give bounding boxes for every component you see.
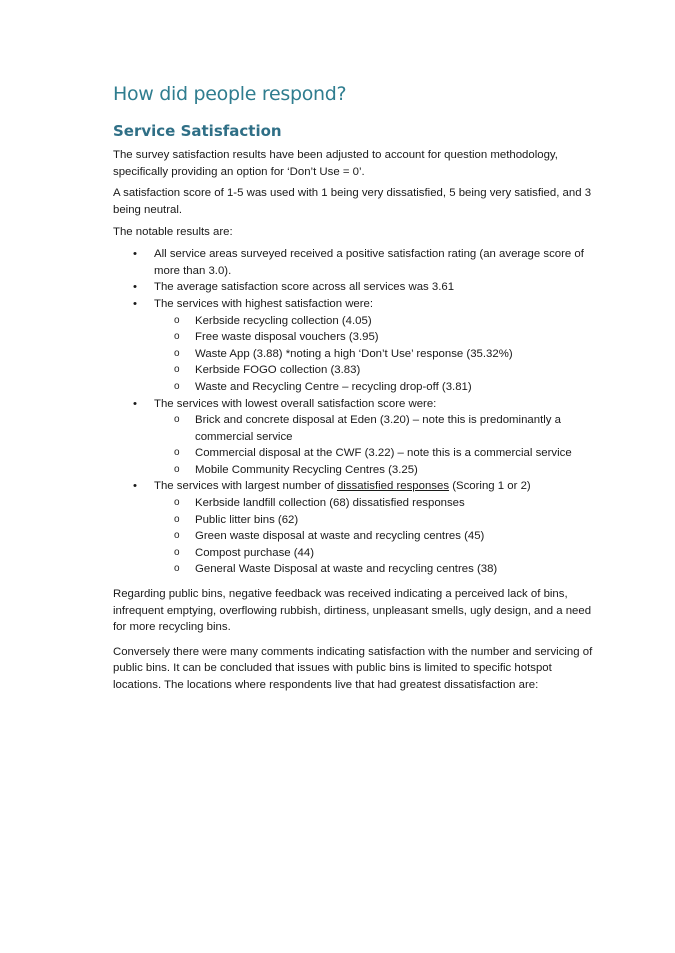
sub-bullet-icon: o	[174, 314, 180, 326]
sub-list-item	[113, 379, 593, 396]
sub-list-item	[113, 528, 593, 545]
bullet-icon: •	[133, 480, 137, 493]
sub-list-item	[113, 346, 593, 363]
sub-list-item-text: Green waste disposal at waste and recycling centres (45)	[195, 530, 485, 543]
bullet-icon: •	[133, 297, 137, 310]
closing-paragraph: Regarding public bins, negative feedback was received indicating a perceived lack of bins, infrequent emptying, overflowing rubbish, dirtiness, unpleasant smells, ugly design, and a need for more recycling bins.	[113, 588, 592, 634]
list-item-text: The services with highest satisfaction were:	[154, 297, 374, 310]
sub-bullet-icon: o	[174, 513, 180, 525]
sub-bullet-icon: o	[174, 463, 180, 475]
sub-bullet-icon: o	[174, 347, 180, 359]
sub-list-item-text: Free waste disposal vouchers (3.95)	[195, 331, 379, 344]
sub-bullet-icon: o	[174, 497, 180, 509]
sub-list-item-text: Brick and concrete disposal at Eden (3.20) – note this is predominantly a commercial service	[195, 414, 561, 443]
sub-list-item	[113, 462, 593, 479]
sub-bullet-icon: o	[174, 331, 180, 343]
sub-list-item	[113, 495, 593, 512]
results-list	[113, 246, 593, 578]
list-item	[113, 396, 593, 413]
sub-bullet-icon: o	[174, 563, 180, 575]
sub-list-item-text: Kerbside recycling collection (4.05)	[195, 314, 372, 327]
list-item-text: The services with lowest overall satisfaction score were:	[154, 397, 437, 410]
underlined-phrase: dissatisfied responses	[336, 480, 450, 493]
sub-list-item	[113, 362, 593, 379]
sub-list-item-text: Waste App (3.88) *noting a high ‘Don’t Use’ response (35.32%)	[195, 347, 513, 360]
sub-bullet-icon: o	[174, 364, 180, 376]
sub-list-item-text: General Waste Disposal at waste and recycling centres (38)	[195, 563, 498, 576]
sub-list-item-text: Public litter bins (62)	[195, 513, 299, 526]
sub-bullet-icon: o	[174, 546, 180, 558]
list-item-text-before: The services with largest number of	[154, 480, 337, 493]
intro-paragraph: The survey satisfaction results have been adjusted to account for question methodology, specifically providing an option for ‘Don’t Use = 0’.	[113, 149, 558, 178]
sub-list-item-text: Waste and Recycling Centre – recycling drop-off (3.81)	[195, 380, 472, 393]
sub-list-item	[113, 445, 593, 462]
bullet-icon: •	[133, 281, 137, 294]
sub-list-item	[113, 313, 593, 330]
intro-paragraph: A satisfaction score of 1-5 was used with 1 being very dissatisfied, 5 being very satisfied, and 3 being neutral.	[113, 187, 592, 216]
sub-list-item	[113, 561, 593, 578]
sub-list-item-text: Kerbside FOGO collection (3.83)	[195, 364, 361, 377]
list-item-text: The average satisfaction score across all services was 3.61	[154, 281, 455, 294]
page-title: How did people respond?	[113, 83, 347, 105]
closing-paragraph: Conversely there were many comments indicating satisfaction with the number and servicing of public bins. It can be concluded that issues with public bins is limited to specific hotspot locations. The locations where respondents live that had greatest dissatisfaction are:	[113, 645, 593, 691]
list-item-text: All service areas surveyed received a positive satisfaction rating (an average score of more than 3.0).	[154, 248, 584, 277]
sub-bullet-icon: o	[174, 447, 180, 459]
sub-list-item	[113, 545, 593, 562]
list-item-text-after: (Scoring 1 or 2)	[449, 480, 531, 493]
sub-bullet-icon: o	[174, 530, 180, 542]
list-item	[113, 246, 593, 279]
section-heading: Service Satisfaction	[113, 121, 282, 140]
sub-list-item-text: Mobile Community Recycling Centres (3.25)	[195, 463, 418, 476]
bullet-icon: •	[133, 248, 137, 261]
sub-bullet-icon: o	[174, 380, 180, 392]
document-page	[113, 83, 593, 699]
sub-list-item-text: Commercial disposal at the CWF (3.22) – note this is a commercial service	[195, 447, 572, 460]
list-item	[113, 478, 593, 495]
list-item	[113, 296, 593, 313]
sub-list-item	[113, 512, 593, 529]
bullet-icon: •	[133, 397, 137, 410]
sub-list-item	[113, 329, 593, 346]
sub-list-item	[113, 412, 593, 445]
list-item	[113, 279, 593, 296]
sub-list-item-text: Kerbside landfill collection (68) dissatisfied responses	[195, 497, 465, 510]
sub-list-item-text: Compost purchase (44)	[195, 546, 315, 559]
intro-paragraph: The notable results are:	[113, 225, 233, 238]
sub-bullet-icon: o	[174, 414, 180, 426]
